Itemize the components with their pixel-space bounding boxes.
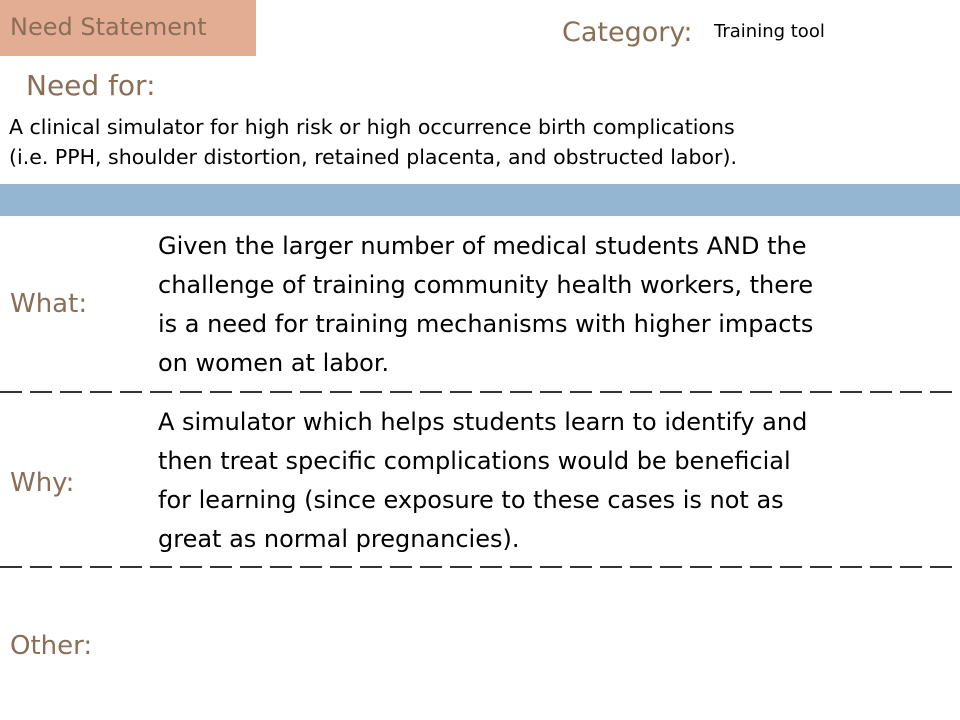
need-description (9, 112, 957, 172)
what-text (158, 227, 948, 383)
header-tab-label: Need Statement (10, 13, 207, 41)
what-label: What: (10, 289, 88, 319)
category-label: Category: (562, 17, 693, 48)
why-text-line: then treat specific complications would be beneficial (158, 447, 791, 475)
need-description-line: A clinical simulator for high risk or high occurrence birth complications (9, 115, 735, 139)
what-text-line: challenge of training community health workers, there (158, 271, 814, 299)
divider-band (0, 184, 960, 216)
header-tab (0, 0, 256, 56)
why-text (158, 403, 948, 559)
dashed-divider (0, 391, 960, 393)
category-value: Training tool (714, 21, 825, 42)
why-text-line: great as normal pregnancies). (158, 525, 520, 553)
other-label: Other: (10, 631, 93, 661)
need-for-label: Need for: (26, 69, 156, 102)
why-label: Why: (10, 468, 75, 498)
what-text-line: is a need for training mechanisms with higher impacts (158, 310, 814, 338)
what-text-line: on women at labor. (158, 349, 390, 377)
why-text-line: A simulator which helps students learn to identify and (158, 408, 808, 436)
dashed-divider (0, 566, 960, 568)
what-text-line: Given the larger number of medical students AND the (158, 232, 807, 260)
need-description-line: (i.e. PPH, shoulder distortion, retained placenta, and obstructed labor). (9, 145, 737, 169)
why-text-line: for learning (since exposure to these cases is not as (158, 486, 784, 514)
